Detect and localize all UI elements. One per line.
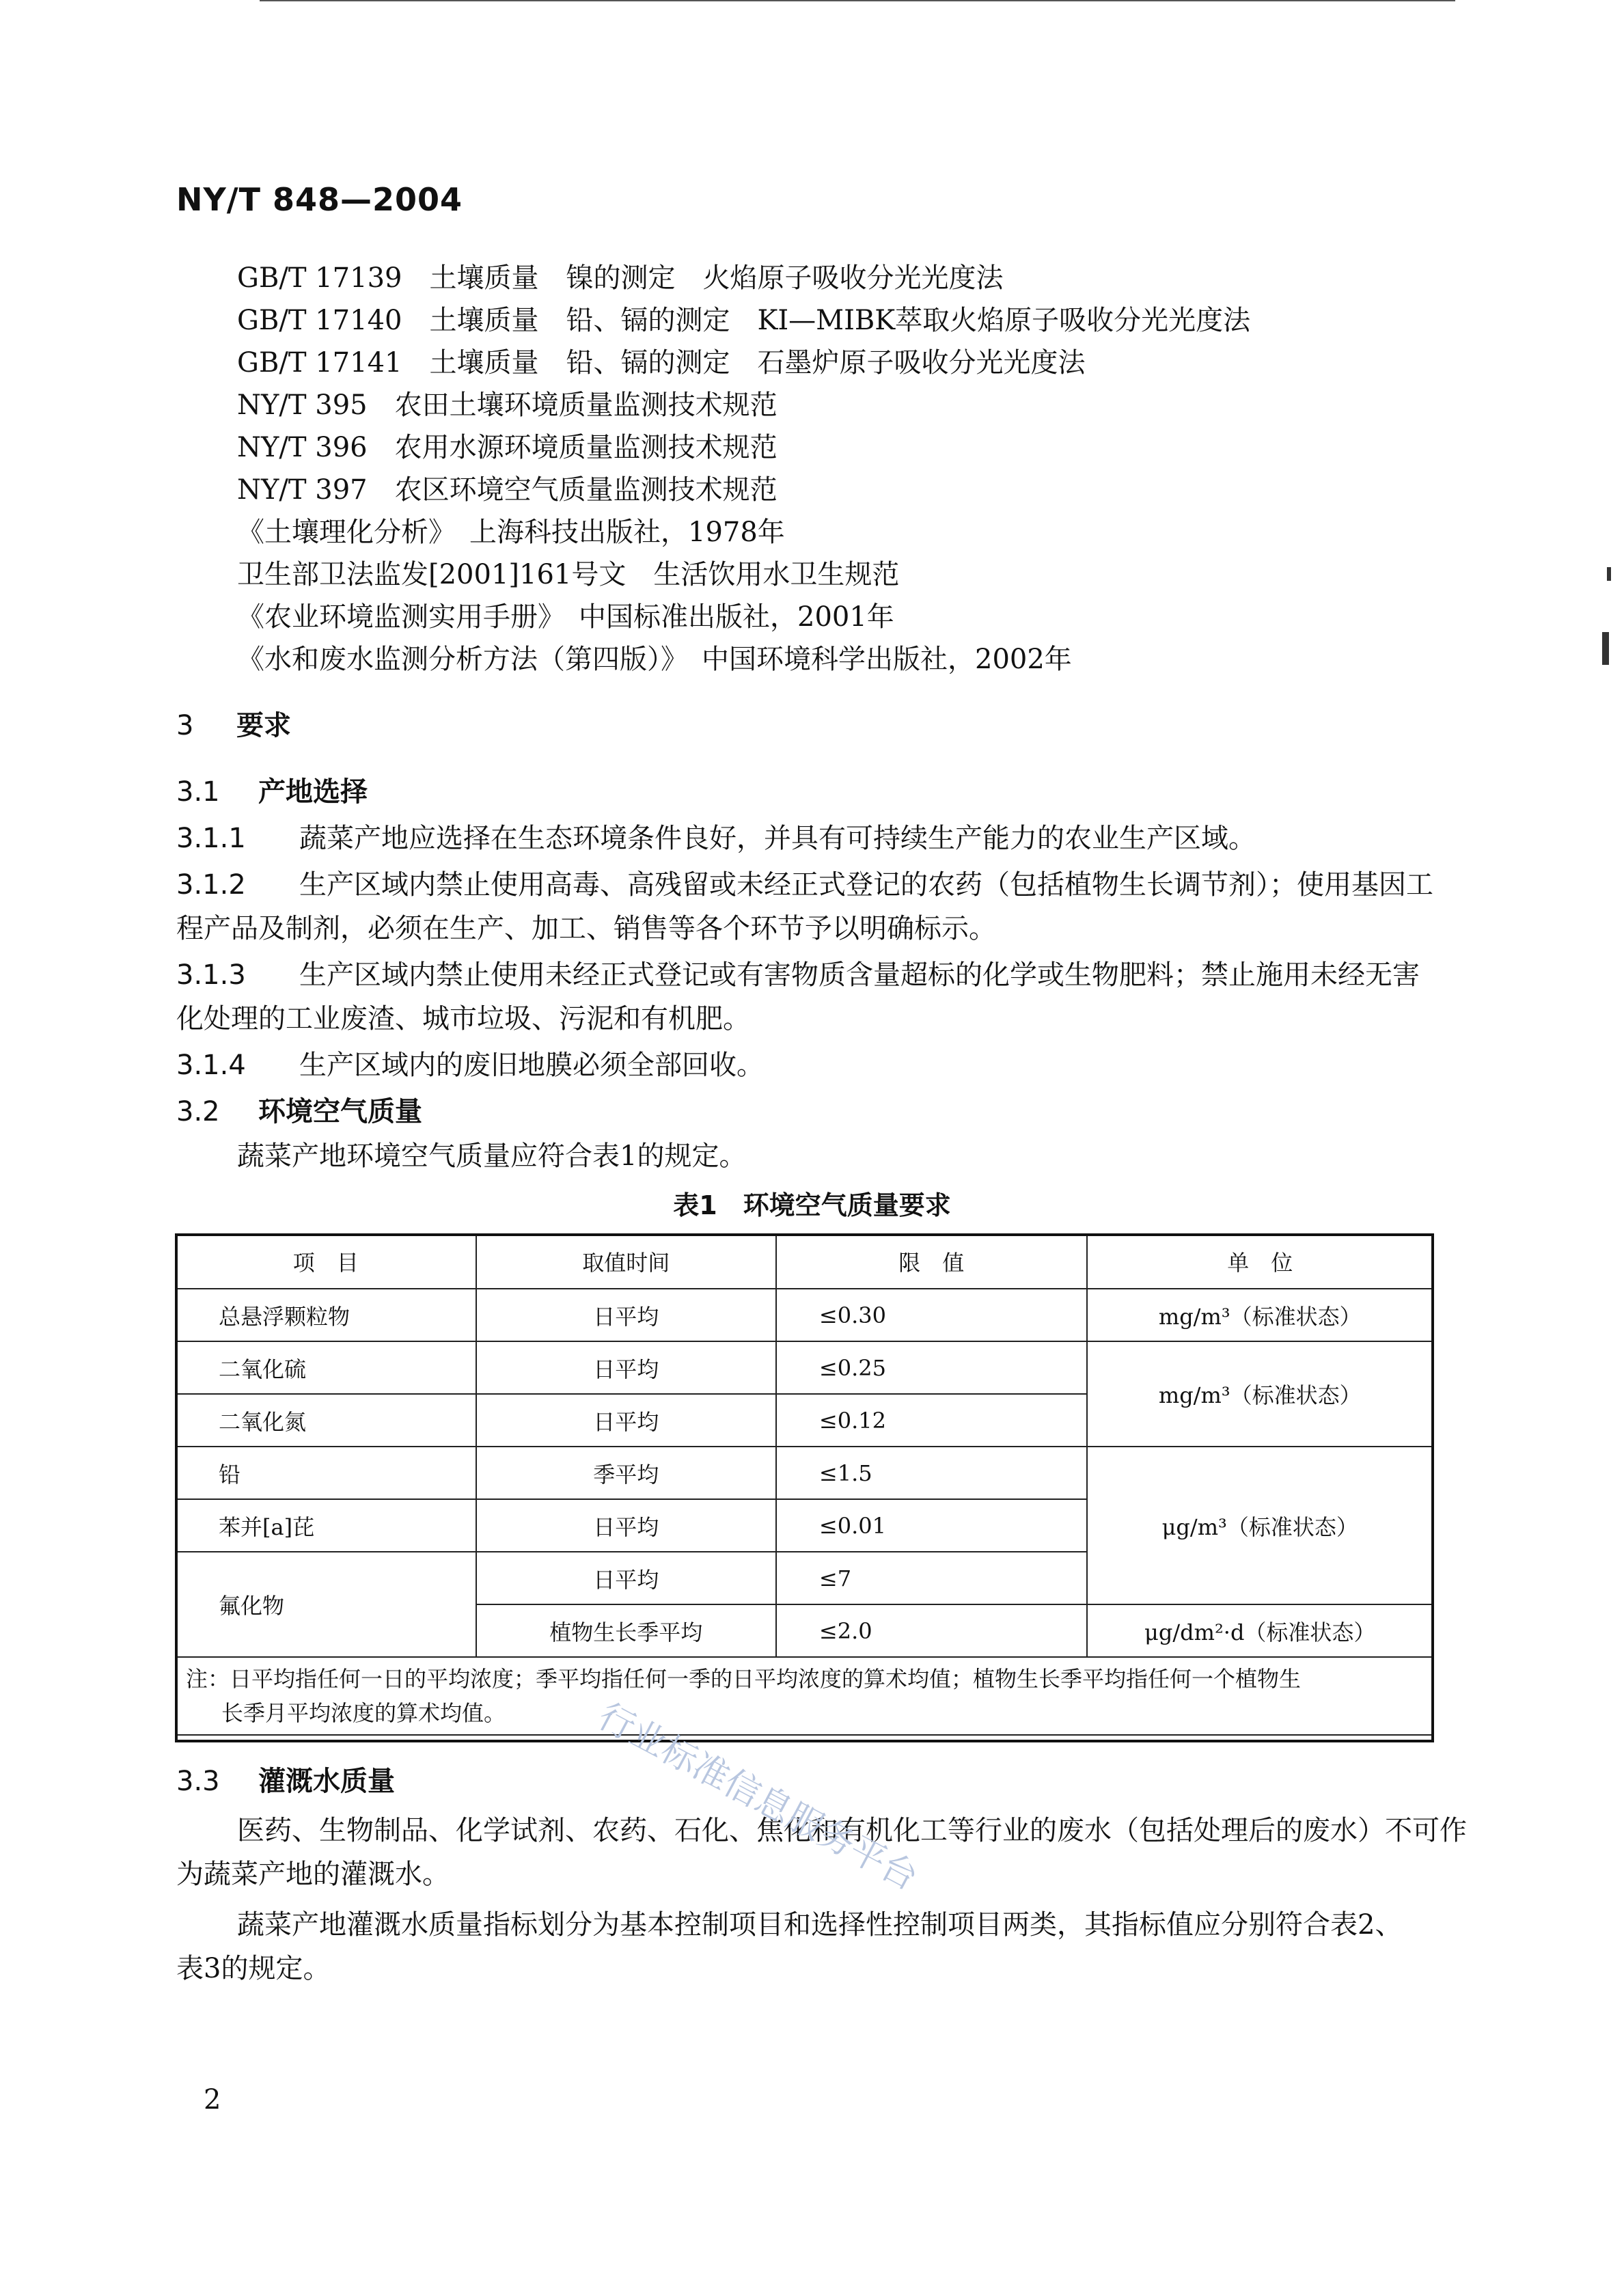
section-heading xyxy=(176,1760,395,1798)
unit-cell: mg/m³（标准状态） xyxy=(1087,1341,1434,1447)
clause-text: 程产品及制剂，必须在生产、加工、销售等各个环节予以明确标示。 xyxy=(176,913,996,944)
item-cell: 二氧化硫 xyxy=(176,1341,476,1394)
reference-item: NY/T 396 农用水源环境质量监测技术规范 xyxy=(237,432,777,463)
body-paragraph: 蔬菜产地灌溉水质量指标划分为基本控制项目和选择性控制项目两类，其指标值应分别符合表2、 xyxy=(237,1909,1403,1941)
limit-cell: ≤0.12 xyxy=(776,1394,1087,1447)
document-header: NY/T 848—2004 xyxy=(176,181,463,218)
column-header: 限 值 xyxy=(776,1234,1087,1289)
table-caption: 表1 环境空气质量要求 xyxy=(673,1190,951,1220)
clause-number: 3.1.1 xyxy=(176,823,246,854)
clause-paragraph xyxy=(176,817,1256,856)
table-note xyxy=(176,1657,1433,1735)
unit-cell: μg/m³（标准状态） xyxy=(1087,1447,1434,1604)
item-cell: 二氧化氮 xyxy=(176,1394,476,1447)
unit-cell: mg/m³（标准状态） xyxy=(1087,1289,1434,1341)
clause-number: 3.1.4 xyxy=(176,1050,246,1081)
time-cell: 日平均 xyxy=(476,1499,776,1552)
item-cell: 氟化物 xyxy=(176,1552,476,1657)
column-header: 单 位 xyxy=(1087,1234,1434,1289)
item-cell: 苯并[a]芘 xyxy=(176,1499,476,1552)
clause-number: 3.1.2 xyxy=(176,869,246,901)
reference-item: NY/T 397 农区环境空气质量监测技术规范 xyxy=(237,474,777,506)
top-edge-line xyxy=(260,0,1455,1)
time-cell: 日平均 xyxy=(476,1552,776,1604)
reference-item: 《水和废水监测分析方法（第四版）》 中国环境科学出版社，2002年 xyxy=(237,644,1072,675)
clause-text: 生产区域内禁止使用高毒、高残留或未经正式登记的农药（包括植物生长调节剂）；使用基因工 xyxy=(299,869,1433,901)
item-cell: 铅 xyxy=(176,1447,476,1499)
section-heading xyxy=(176,704,291,743)
reference-item: GB/T 17139 土壤质量 镍的测定 火焰原子吸收分光光度法 xyxy=(237,262,1004,294)
reference-item: 《农业环境监测实用手册》 中国标准出版社，2001年 xyxy=(237,601,894,633)
clause-paragraph xyxy=(176,863,1433,902)
section-title: 灌溉水质量 xyxy=(258,1766,395,1797)
section-number: 3.2 xyxy=(176,1096,220,1127)
note-line: 注：日平均指任何一日的平均浓度；季平均指任何一季的日平均浓度的算术均值；植物生长季平均指任何一个植物生 xyxy=(186,1666,1302,1692)
reference-item: GB/T 17141 土壤质量 铅、镉的测定 石墨炉原子吸收分光光度法 xyxy=(237,347,1086,379)
body-paragraph: 医药、生物制品、化学试剂、农药、石化、焦化和有机化工等行业的废水（包括处理后的废水）不可作 xyxy=(237,1815,1467,1846)
time-cell: 日平均 xyxy=(476,1289,776,1341)
limit-cell: ≤0.01 xyxy=(776,1499,1087,1552)
reference-item: GB/T 17140 土壤质量 铅、镉的测定 KI—MIBK萃取火焰原子吸收分光光度法 xyxy=(237,305,1251,336)
limit-cell: ≤2.0 xyxy=(776,1604,1087,1657)
clause-text: 生产区域内禁止使用未经正式登记或有害物质含量超标的化学或生物肥料；禁止施用未经无害 xyxy=(299,959,1420,991)
clause-paragraph xyxy=(176,1043,764,1082)
section-number: 3 xyxy=(176,710,194,741)
table-row xyxy=(176,1447,1433,1499)
reference-item: 卫生部卫法监发[2001]161号文 生活饮用水卫生规范 xyxy=(237,559,900,590)
reference-item: NY/T 395 农田土壤环境质量监测技术规范 xyxy=(237,389,777,421)
column-header: 项 目 xyxy=(176,1234,476,1289)
section-heading xyxy=(176,770,368,809)
unit-cell: μg/dm²·d（标准状态） xyxy=(1087,1604,1434,1657)
watermark: 行业标准信息服务平台 xyxy=(591,1695,925,1899)
reference-item: 《土壤理化分析》 上海科技出版社，1978年 xyxy=(237,517,785,548)
limit-cell: ≤7 xyxy=(776,1552,1087,1604)
clause-text: 化处理的工业废渣、城市垃圾、污泥和有机肥。 xyxy=(176,1003,750,1035)
table-note-row xyxy=(176,1657,1433,1735)
section-number: 3.1 xyxy=(176,776,220,808)
column-header: 取值时间 xyxy=(476,1234,776,1289)
table-row xyxy=(176,1289,1433,1341)
section-title: 要求 xyxy=(236,710,291,741)
clause-paragraph xyxy=(176,953,1420,992)
body-paragraph: 表3的规定。 xyxy=(176,1953,331,1984)
time-cell: 日平均 xyxy=(476,1341,776,1394)
air-quality-table xyxy=(175,1233,1434,1736)
limit-cell: ≤1.5 xyxy=(776,1447,1087,1499)
clause-number: 3.1.3 xyxy=(176,959,246,991)
time-cell: 植物生长季平均 xyxy=(476,1604,776,1657)
body-paragraph: 为蔬菜产地的灌溉水。 xyxy=(176,1859,450,1890)
right-edge-mark xyxy=(1602,632,1609,665)
time-cell: 日平均 xyxy=(476,1394,776,1447)
right-edge-mark xyxy=(1607,567,1611,581)
note-line: 长季月平均浓度的算术均值。 xyxy=(221,1700,506,1726)
limit-cell: ≤0.30 xyxy=(776,1289,1087,1341)
clause-text: 生产区域内的废旧地膜必须全部回收。 xyxy=(299,1050,764,1081)
item-cell: 总悬浮颗粒物 xyxy=(176,1289,476,1341)
clause-text: 蔬菜产地应选择在生态环境条件良好，并具有可持续生产能力的农业生产区域。 xyxy=(299,823,1256,854)
table-row xyxy=(176,1341,1433,1394)
section-heading xyxy=(176,1090,422,1129)
table-header-row xyxy=(176,1234,1433,1289)
section-number: 3.3 xyxy=(176,1766,220,1797)
body-paragraph: 蔬菜产地环境空气质量应符合表1的规定。 xyxy=(237,1140,747,1172)
section-title: 产地选择 xyxy=(258,776,368,808)
time-cell: 季平均 xyxy=(476,1447,776,1499)
section-title: 环境空气质量 xyxy=(258,1096,422,1127)
page-number: 2 xyxy=(204,2084,221,2116)
limit-cell: ≤0.25 xyxy=(776,1341,1087,1394)
